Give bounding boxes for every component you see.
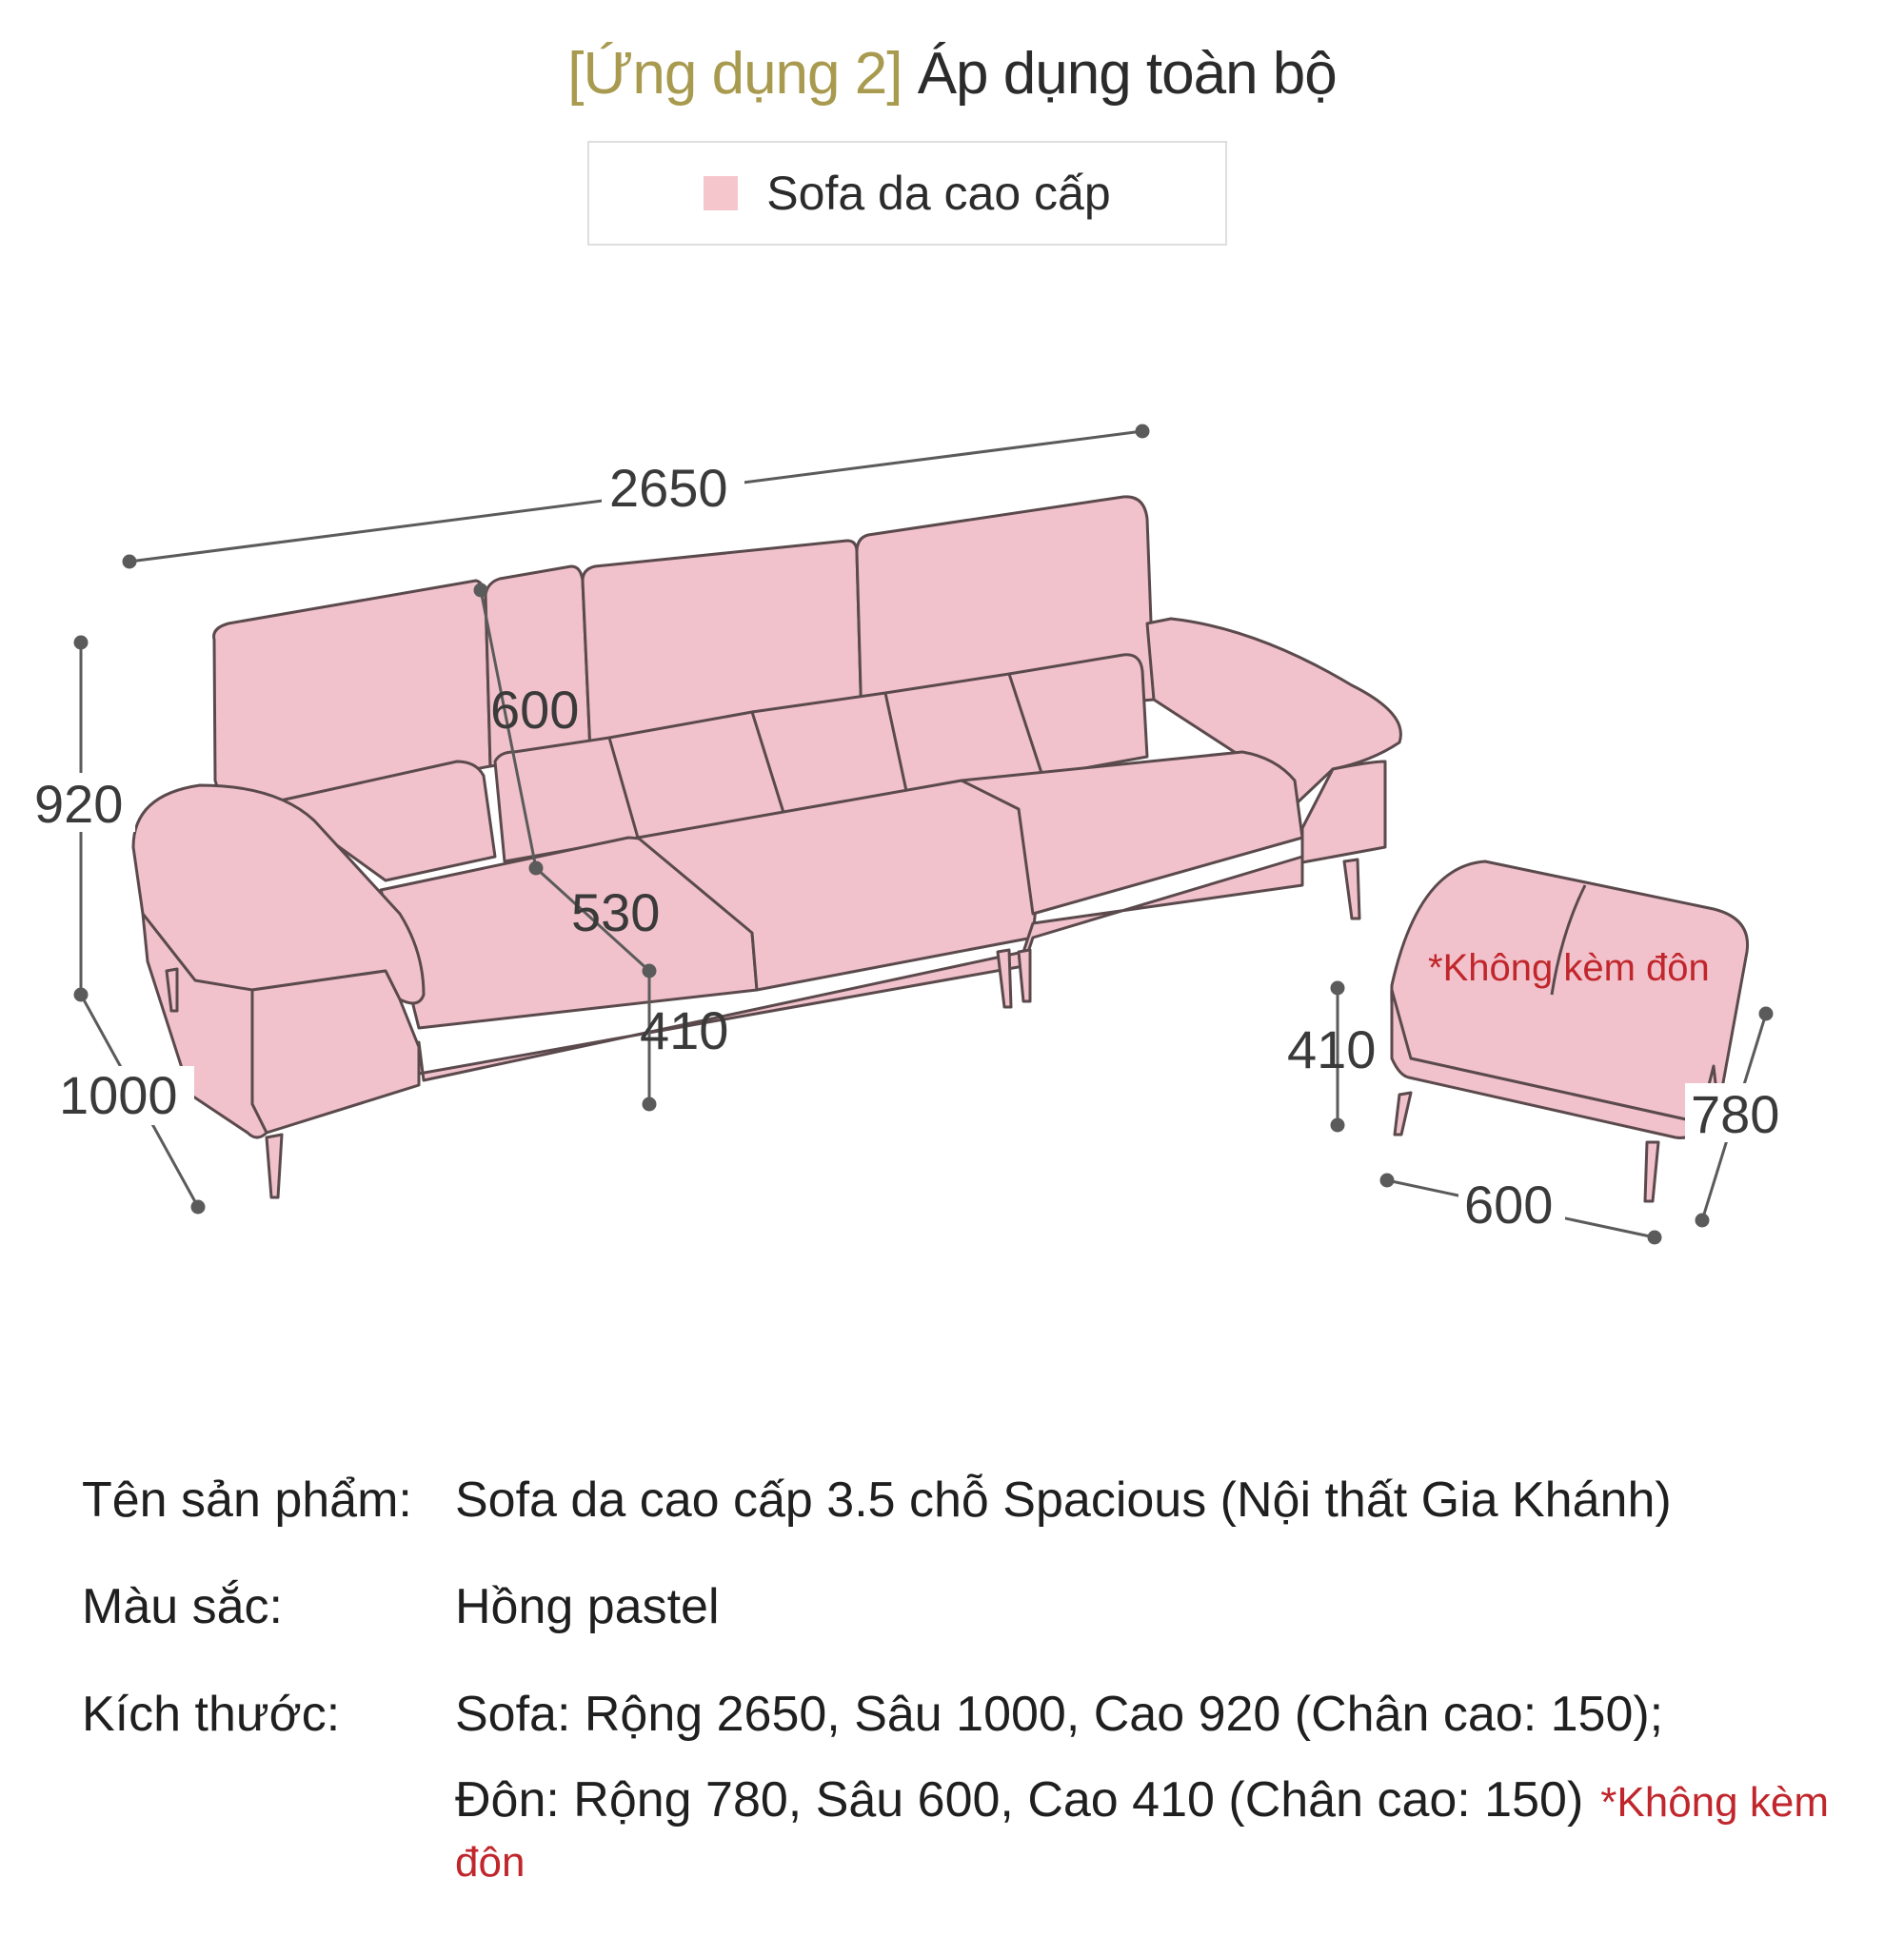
- spec-name-value: Sofa da cao cấp 3.5 chỗ Spacious (Nội thất Gia Khánh): [455, 1473, 1672, 1528]
- spec-color-label: Màu sắc:: [82, 1579, 283, 1635]
- sofa-arm-left-front: [252, 971, 419, 1133]
- sofa-leg-4: [1344, 860, 1359, 919]
- sofa-leg-3: [1019, 950, 1030, 1001]
- dim-label-sofa-width: 2650: [609, 458, 728, 518]
- spec-size-line1: Sofa: Rộng 2650, Sâu 1000, Cao 920 (Chân cao: 150);: [455, 1686, 1664, 1742]
- ottoman-leg-1: [1395, 1093, 1411, 1135]
- spec-size-note: *Không kèm đôn: [455, 1779, 1829, 1886]
- spec-row-color: [82, 1577, 1891, 1636]
- sofa-leg-2: [998, 950, 1011, 1007]
- dim-dot: [644, 1098, 655, 1110]
- dim-label-seat-depth: 600: [490, 680, 580, 740]
- sofa-illustration: [133, 497, 1400, 1197]
- title-main: Áp dụng toàn bộ: [917, 41, 1337, 107]
- dim-label-ottoman-width: 780: [1691, 1084, 1780, 1144]
- dim-label-seat-height: 410: [640, 1000, 729, 1060]
- spec-row-name: [82, 1471, 1891, 1530]
- legend-label: Sofa da cao cấp: [766, 167, 1111, 220]
- ottoman-illustration: [1392, 861, 1748, 1201]
- ottoman-note: *Không kèm đôn: [1428, 947, 1710, 989]
- dim-dot: [1332, 1119, 1343, 1131]
- spec-size-label: Kích thước:: [82, 1686, 341, 1742]
- sofa-leg-1: [267, 1135, 282, 1197]
- dim-label-sofa-depth: 1000: [59, 1065, 178, 1125]
- dim-label-ottoman-height: 410: [1287, 1019, 1377, 1079]
- spec-size-line2: Đôn: Rộng 780, Sâu 600, Cao 410 (Chân cao: 150): [455, 1772, 1584, 1828]
- dim-dot: [192, 1201, 204, 1213]
- dim-label-seat-width: 530: [571, 882, 661, 942]
- dim-dot: [75, 637, 87, 648]
- dim-label-ottoman-depth: 600: [1464, 1175, 1554, 1235]
- spec-size-line2-wrap: [455, 1770, 1891, 1889]
- dim-dot: [1760, 1008, 1772, 1019]
- spec-name-label: Tên sản phẩm:: [82, 1473, 412, 1528]
- title-tag: [Ứng dụng 2]: [567, 41, 902, 107]
- spec-row-size: [82, 1685, 1891, 1889]
- dim-dot: [1381, 1175, 1393, 1186]
- dim-label-sofa-height: 920: [34, 774, 124, 834]
- dim-dot: [124, 556, 135, 567]
- spec-color-value: Hồng pastel: [455, 1579, 720, 1635]
- dim-dot: [1137, 425, 1148, 437]
- ottoman-leg-2: [1645, 1142, 1658, 1201]
- dim-dot: [475, 584, 486, 596]
- product-specs: [82, 1471, 1891, 1937]
- dim-dot: [1332, 982, 1343, 994]
- dim-dot: [1696, 1215, 1708, 1226]
- spec-size-values: [455, 1685, 1891, 1889]
- dim-dot: [1649, 1232, 1660, 1243]
